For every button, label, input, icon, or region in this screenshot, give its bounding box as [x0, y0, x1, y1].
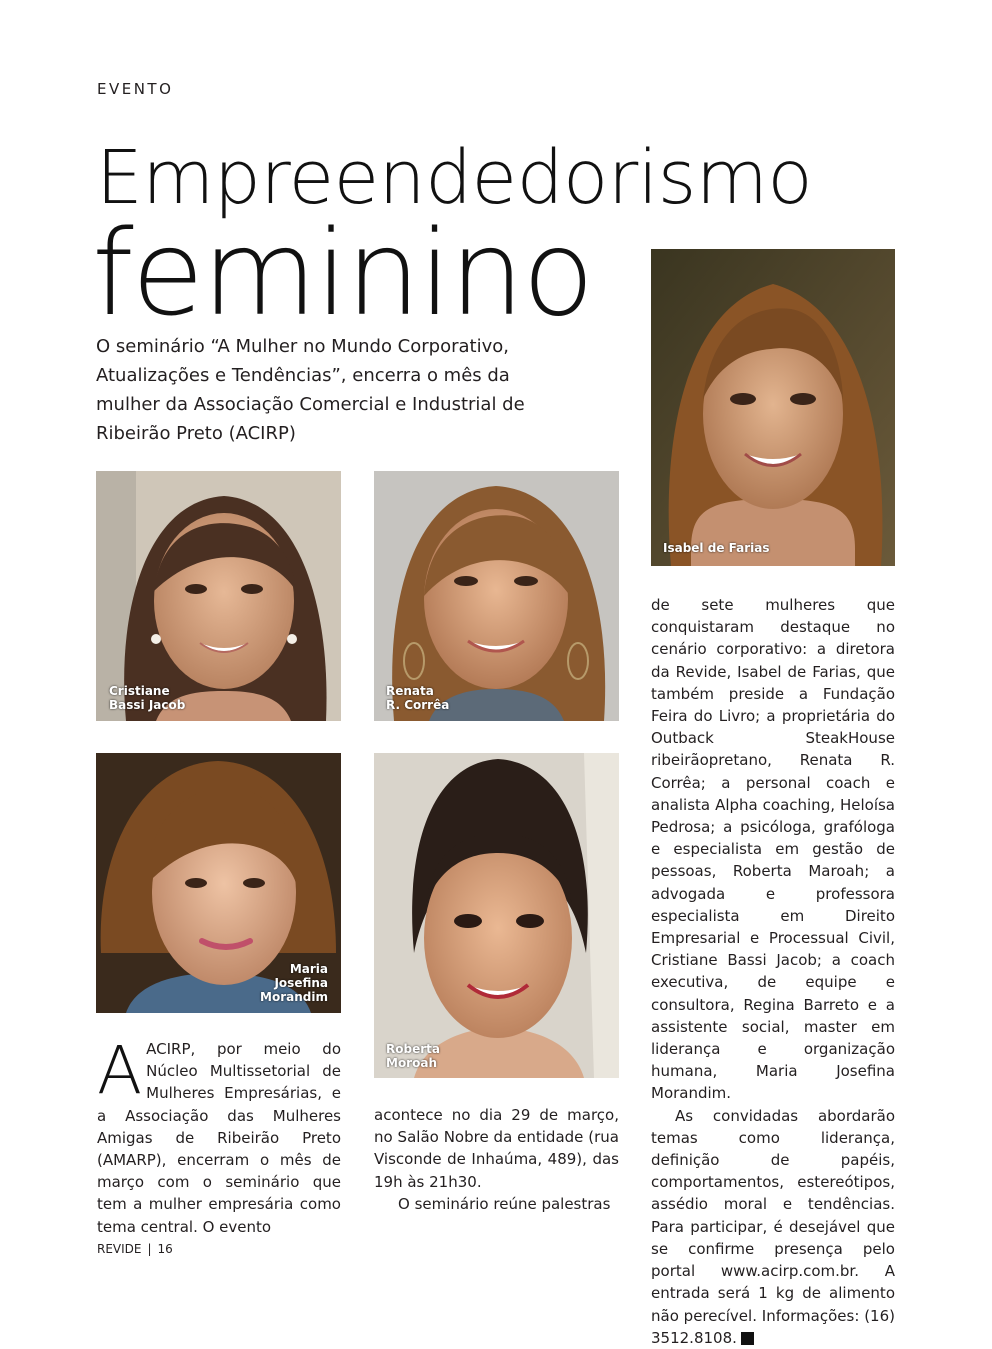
subtitle: O seminário “A Mulher no Mundo Corporativo, Atualizações e Tendências”, encerra o mês da mulher da Associação Comercial e Industrial de Ribeirão Preto (ACIRP) [96, 336, 525, 444]
article-column-2 [374, 1104, 619, 1215]
article-paragraph [97, 1032, 341, 1238]
caption-renata-r-correa [386, 684, 449, 712]
caption-line: Moroah [386, 1056, 437, 1070]
drop-cap: A [97, 1032, 143, 1109]
caption-maria-josefina-morandim [258, 962, 328, 1004]
photo-isabel-de-farias [651, 249, 895, 566]
caption-line: Maria [289, 962, 328, 976]
section-label: EVENTO [97, 80, 174, 98]
article-column-1 [97, 1032, 341, 1238]
caption-isabel-de-farias [663, 541, 770, 555]
article-column-3 [651, 594, 895, 1349]
end-mark-icon: r [741, 1332, 754, 1345]
portrait-image [374, 753, 619, 1078]
article-paragraph [651, 1105, 895, 1349]
caption-line: Cristiane [109, 684, 170, 698]
photo-roberta-moroah [374, 753, 619, 1078]
magazine-name: REVIDE [97, 1242, 142, 1256]
caption-line: Renata [386, 684, 434, 698]
article-paragraph: de sete mulheres que conquistaram destaque no cenário corporativo: a diretora da Revide, Isabel de Farias, que também preside a Fundação Feira do Livro; a proprietária do Outback SteakHouse ribeirãopretano, Renata R. Corrêa; a personal coach e analista Alpha coaching, Heloísa Pedrosa; a psicóloga, grafóloga e especialista em gestão de pessoas, Roberta Maroah; a advogada e professora especialista em Direito Empresarial e Processual Civil, Cristiane Bassi Jacob; a coach executiva, de equipe e consultora, Regina Barreto e a assistente social, master em liderança e organização humana, Maria Josefina Morandim. [651, 596, 895, 1103]
page-number: 16 [157, 1242, 173, 1256]
article-text: ACIRP, por meio do Núcleo Multissetorial de Mulheres Empresárias, e a Associação das Mulheres Amigas de Ribeirão Preto (AMARP), encerram o mês de março com o seminário que tem a mulher empresária como tema central. O evento [97, 1040, 341, 1236]
article-text: As convidadas abordarão temas como liderança, definição de papéis, comportamentos, estereótipos, assédio moral e tendências. Para participar, é desejável que se confirme presença pelo portal www.acirp.com.br. A entrada será 1 kg de alimento não perecível. Informações: (16) 3512.8108. [651, 1106, 895, 1347]
caption-line: Roberta [386, 1042, 440, 1056]
article-paragraph: O seminário reúne palestras [398, 1194, 611, 1213]
caption-line: Bassi Jacob [109, 698, 186, 712]
caption-line: Josefina [274, 976, 328, 990]
caption-cristiane-bassi-jacob [109, 684, 185, 712]
caption-line: R. Corrêa [386, 698, 450, 712]
headline-line1: Empreendedorismo [96, 135, 813, 221]
portrait-image [651, 249, 895, 566]
page-footer [97, 1242, 173, 1256]
caption-roberta-moroah [386, 1042, 440, 1070]
headline-line2: feminino [92, 204, 593, 342]
article-paragraph: acontece no dia 29 de março, no Salão Nobre da entidade (rua Visconde de Inhaúma, 489), das 19h às 21h30. [374, 1106, 619, 1191]
footer-separator: | [147, 1242, 152, 1256]
caption-line: Isabel de Farias [663, 541, 770, 555]
caption-line: Morandim [260, 990, 328, 1004]
